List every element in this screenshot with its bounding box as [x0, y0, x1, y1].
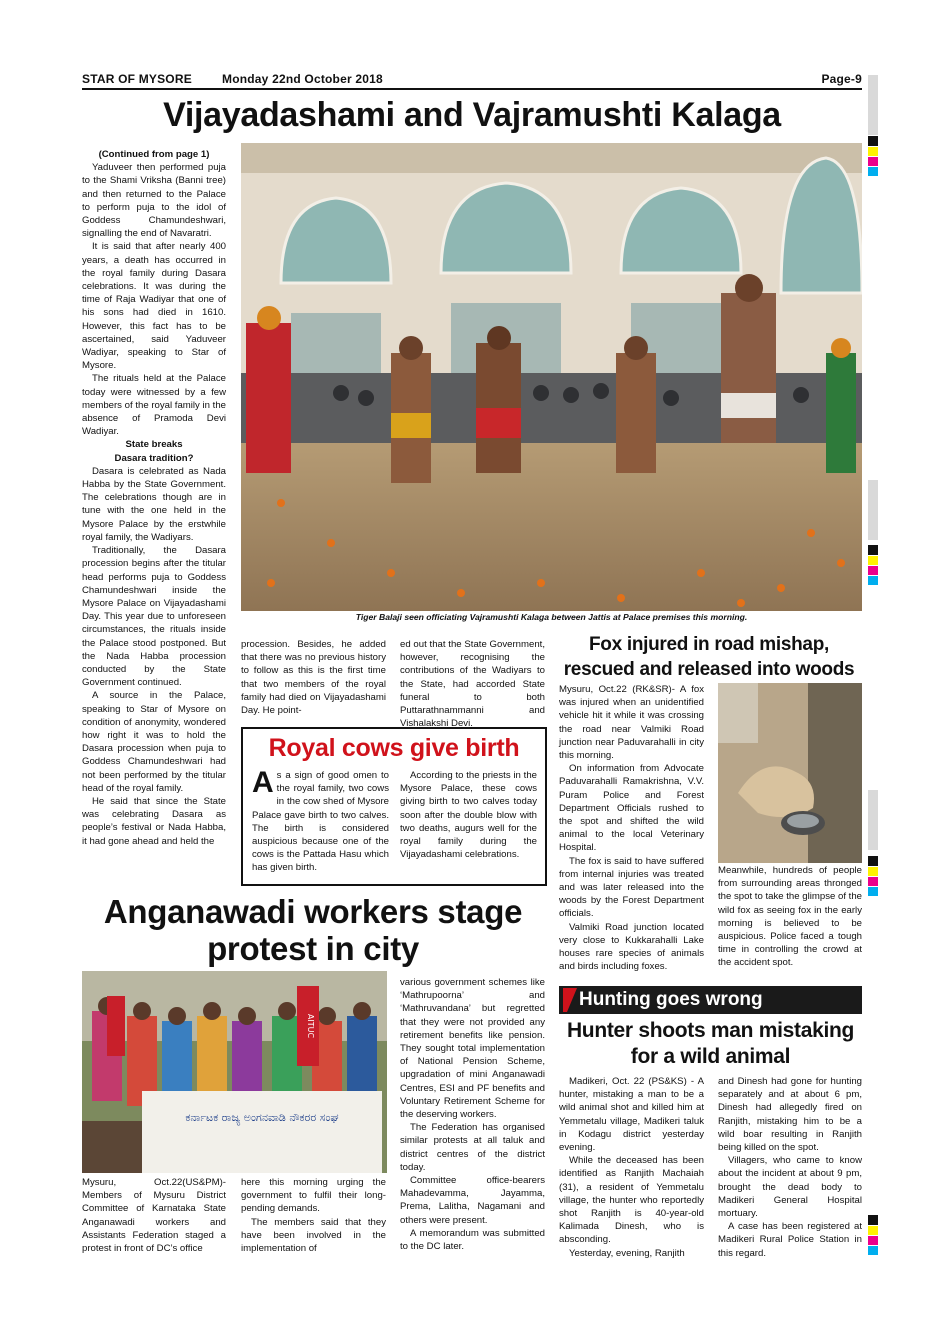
paragraph: and Dinesh had gone for hunting separately and at about 6 pm, Dinesh had allegedly fired on Ranjith, mistaking him to be a wild boar resulting in Ranjith being killed on the spot. [718, 1076, 862, 1154]
main-story-column-2 [241, 638, 386, 717]
anganawadi-column-3 [400, 976, 545, 1253]
paragraph: Yesterday, evening, Ranjith [569, 1247, 685, 1259]
paragraph: The Federation has organised similar protests at all taluk and district centres of the district today. [400, 1122, 545, 1173]
hunting-kicker-bar [559, 986, 862, 1014]
hunter-column-2 [718, 1075, 862, 1260]
hunting-kicker: Hunting goes wrong [579, 989, 763, 1010]
anganawadi-headline-line-2: protest in city [207, 930, 419, 967]
paragraph: Committee office-bearers Mahadevamma, Jayamma, Prema, Lalitha, Nagamani and others were present. [400, 1175, 545, 1226]
paragraph: Villagers, who came to know about the incident at about 9 pm, brought the dead body to Madikeri General Hospital mortuary. [718, 1155, 862, 1220]
header-rule [82, 88, 862, 90]
paragraph: various government schemes like ‘Mathrupoorna’ and ‘Mathruvandana’ but regretted that they were not provided any retirement benefits like pension. They sought total implementation of National Pension Scheme, upgradation of mini Anganawadi Centres, ESI and PF benefits and Voluntary Retirement Scheme for the deserving workers. [400, 977, 545, 1121]
subhead: State breaks [125, 439, 183, 451]
paragraph: On information from Advocate Paduvarahalli Ramakrishna, V.V. Puram Police and Forest Department Officials rushed to the spot and shifted the wild animal to the local Veterinary Hospital. [559, 763, 704, 854]
dropcap: A [252, 766, 274, 799]
fox-column-1 [559, 683, 704, 973]
paragraph: Dasara is celebrated as Nada Habba by the State Government. The celebrations though are in tune with the one held in the Mysore Palace by the erstwhile royal family, the Wadiyars. [82, 465, 226, 543]
paragraph: Mysuru, Oct.22(US&PM)- Members of Mysuru District Committee of Karnataka State Anganawadi workers and Assistants Federation staged a protest in front of DC’s office [82, 1177, 226, 1255]
cows-headline: Royal cows give birth [268, 734, 520, 762]
banner-text: ಕರ್ನಾಟಕ ರಾಜ್ಯ ಅಂಗನವಾಡಿ ನೌಕರರ ಸಂಘ [185, 1111, 339, 1124]
paragraph: A case has been registered at Madikeri Rural Police Station in this regard. [718, 1221, 862, 1259]
protest-photo [82, 971, 387, 1173]
paragraph: He said that since the State was celebrating Dasara as people’s festival or Nada Habba, it had gone ahead and held the [82, 795, 226, 847]
cows-story-box [241, 727, 547, 886]
paragraph: s a sign of good omen to the royal family, two cows in the cow shed of Mysore Palace gave birth to two calves. The birth is considered auspicious because one of the cows is the Pattada Hasu which has given birth. [252, 770, 389, 874]
paragraph: A memorandum was submitted to the DC later. [400, 1227, 545, 1253]
paragraph: Mysuru, Oct.22 (RK&SR)- A fox was injured when an unidentified vehicle hit it while it was crossing the road near Valmiki Road junction near Paduvarahalli in city this morning. [559, 684, 704, 762]
paper-name: STAR OF MYSORE [82, 72, 192, 86]
paragraph: ed out that the State Government, however, recognising the contributions of the Wadiyars to the State, had accorded State funeral to both Puttarathnammanni and Vishalakshi Devi. [400, 639, 545, 730]
kalaga-photo [241, 143, 862, 611]
paragraph: According to the priests in the Mysore Palace, these cows giving birth to two calves today soon after the double blow with two deaths, augurs well for the royal family during the Vijayadashami celebrations. [400, 770, 537, 861]
paragraph: Yaduveer then performed puja to the Shami Vriksha (Banni tree) and then returned to the Palace to perform puja to the idol of Goddess Chamundeshwari, signalling the end of Navaratri. [82, 162, 226, 240]
fox-headline: Fox injured in road mishap, rescued and released into woods [563, 634, 855, 680]
anganawadi-column-1 [82, 1176, 226, 1255]
paragraph: Madikeri, Oct. 22 (PS&KS) - A hunter, mistaking a man to be a wild animal shot and killed him at Yemmetalu village, Madikeri taluk in Kodagu district yesterday evening. [559, 1076, 704, 1154]
kicker-flag-icon [563, 988, 577, 1012]
subhead: Dasara tradition? [114, 452, 194, 464]
paragraph: A source in the Palace, speaking to Star of Mysore on condition of anonymity, wondered how right it was to hold the Dasara procession when puja to Goddess Chamundeshwari had not been performed by the titular head of the royal family. [82, 690, 226, 794]
cows-column-1 [252, 766, 389, 875]
paragraph: It is said that after nearly 400 years, a death has occurred in the royal family during Dasara celebrations. It was during the time of Raja Wadiyar that one of his sons had died in 1610. However, this fact has to be ascertained, said Yaduveer Wadiyar, speaking to Star of Mysore. [82, 241, 226, 372]
main-story-column-3 [400, 638, 545, 730]
paragraph: Traditionally, the Dasara procession begins after the titular head performs puja to Goddess Chamundeshwari inside the Mysore Palace on Vijayadashami Day. This year due to unforeseen circumstances, the rituals inside the Palace stood postponed. But the Nada Habba procession conducted by the State Government continued. [82, 545, 226, 689]
fox-photo [718, 683, 862, 863]
hunter-headline: Hunter shoots man mistaking for a wild animal [566, 1019, 855, 1068]
paragraph: The members said that they have been involved in the implementation of [241, 1216, 386, 1255]
page-number: Page-9 [821, 72, 862, 86]
cows-column-2 [400, 769, 537, 861]
paragraph: here this morning urging the government to fulfil their long-pending demands. [241, 1177, 386, 1215]
paragraph: While the deceased has been identified as Ranjith Machaiah (31), a resident of Yemmetalu village, the hunter who reportedly shot Ranjith is 40-year-old Kalimada Dinesh, who is absconding. [559, 1155, 704, 1246]
paragraph: Valmiki Road junction located very close to Kukkarahalli Lake houses rare species of animals and birds including foxes. [559, 921, 704, 973]
anganawadi-headline-line-1: Anganawadi workers stage [103, 893, 523, 930]
kalaga-photo-caption: Tiger Balaji seen officiating Vajramushti Kalaga between Jattis at Palace premises this morning. [355, 612, 748, 622]
paragraph: Meanwhile, hundreds of people from surrounding areas thronged the spot to take the glimpse of the wild fox as seeing fox in the early morning is believed to be auspicious. Police faced a tough time in controlling the crowd at the accident spot. [718, 865, 862, 969]
flag-text: AITUC [306, 1013, 315, 1039]
continued-note: (Continued from page 1) [98, 149, 210, 160]
paragraph: procession. Besides, he added that there was no previous history to follow as this is the first time that two members of the royal family had died on Vijayadashami Day. He point- [241, 639, 386, 717]
paragraph: The fox is said to have suffered from internal injuries was treated and was later released into the woods by the Forest Department officials. [559, 855, 704, 920]
main-story-column-1 [82, 148, 226, 848]
paragraph: The rituals held at the Palace today were witnessed by a few members of the royal family in the absence of Pramoda Devi Wadiyar. [82, 373, 226, 438]
anganawadi-column-2 [241, 1176, 386, 1255]
main-headline: Vijayadashami and Vajramushti Kalaga [163, 96, 781, 134]
fox-column-2 [718, 864, 862, 970]
hunter-column-1 [559, 1075, 704, 1260]
issue-date: Monday 22nd October 2018 [222, 72, 383, 86]
